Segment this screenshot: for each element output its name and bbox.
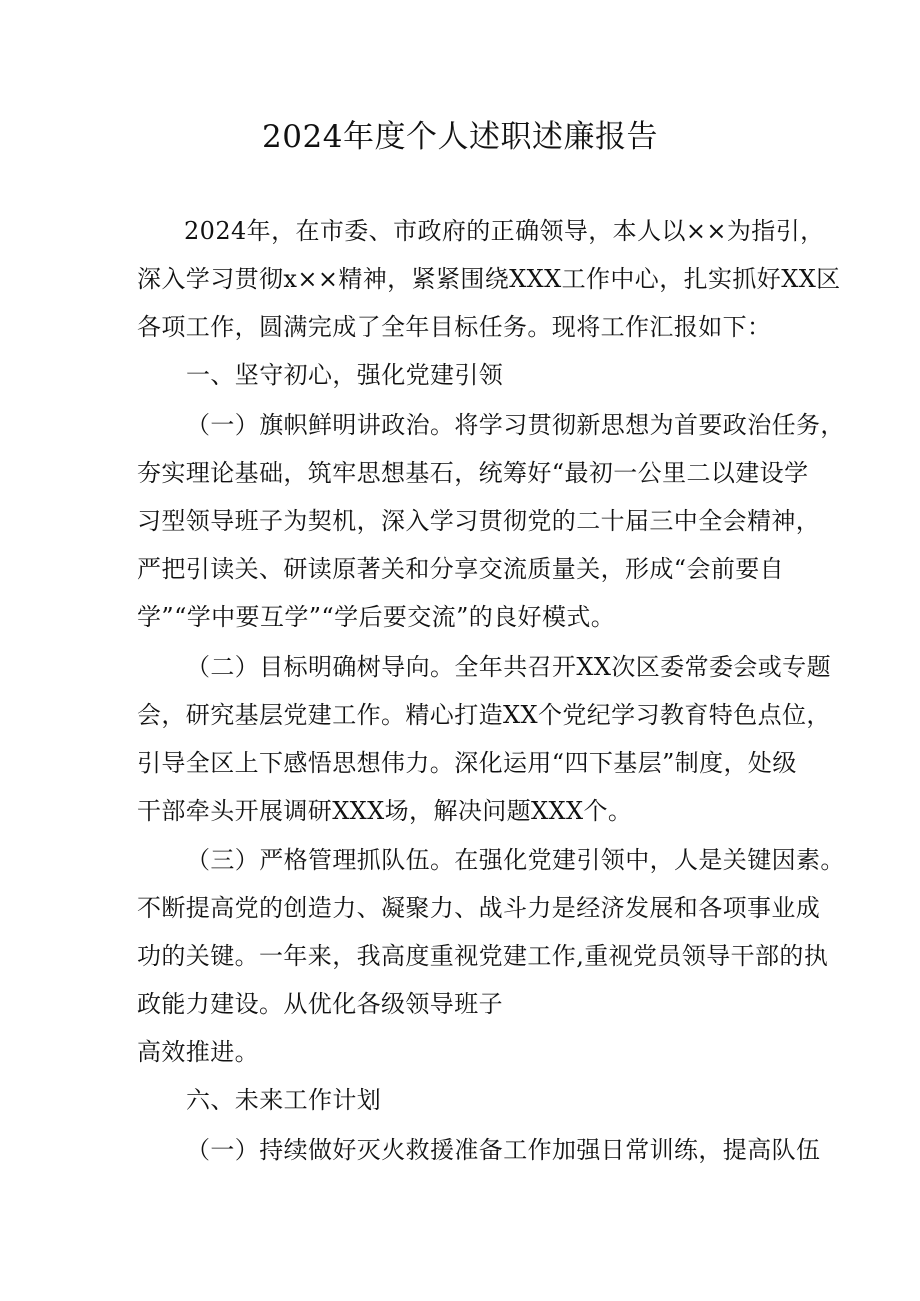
- paragraph-intro-line-2: 深入学习贯彻x××精神，紧紧围绕XXX工作中心，扎实抓好XX区: [137, 265, 841, 293]
- paragraph-3-line-1: （三）严格管理抓队伍。在强化党建引领中，人是关键因素。: [186, 846, 845, 874]
- paragraph-3-line-4: 政能力建设。从优化各级领导班子: [137, 990, 503, 1018]
- paragraph-3-line-5: 高效推进。: [137, 1038, 259, 1066]
- paragraph-6-line-1: （一）持续做好灭火救援准备工作加强日常训练，提高队伍: [186, 1136, 821, 1164]
- paragraph-3-line-3: 功的关键。一年来，我高度重视党建工作,重视党员领导干部的执: [137, 942, 829, 970]
- paragraph-intro-line-1: 2024年，在市委、市政府的正确领导，本人以××为指引，: [184, 217, 825, 245]
- document-title: 2024年度个人述职述廉报告: [262, 119, 658, 155]
- paragraph-1-line-5: 学”“学中要互学”“学后要交流”的良好模式。: [137, 603, 616, 631]
- paragraph-intro-line-3: 各项工作，圆满完成了全年目标任务。现将工作汇报如下：: [137, 313, 772, 341]
- paragraph-3-line-2: 不断提高党的创造力、凝聚力、战斗力是经济发展和各项事业成: [137, 894, 821, 922]
- paragraph-1-line-1: （一）旗帜鲜明讲政治。将学习贯彻新思想为首要政治任务，: [186, 411, 845, 439]
- paragraph-2-line-2: 会，研究基层党建工作。精心打造XX个党纪学习教育特色点位，: [137, 701, 831, 729]
- section-heading-6: 六、未来工作计划: [186, 1086, 382, 1114]
- paragraph-1-line-3: 习型领导班子为契机，深入学习贯彻党的二十届三中全会精神，: [137, 507, 821, 535]
- paragraph-2-line-1: （二）目标明确树导向。全年共召开XX次区委常委会或专题: [186, 653, 831, 681]
- paragraph-2-line-3: 引导全区上下感悟思想伟力。深化运用“四下基层”制度，处级: [137, 749, 797, 777]
- section-heading-1: 一、坚守初心，强化党建引领: [186, 361, 504, 389]
- paragraph-1-line-4: 严把引读关、研读原著关和分享交流质量关，形成“会前要自: [137, 555, 785, 583]
- paragraph-2-line-4: 干部牵头开展调研XXX场，解决问题XXX个。: [137, 797, 633, 825]
- paragraph-1-line-2: 夯实理论基础，筑牢思想基石，统筹好“最初一公里二以建设学: [137, 459, 809, 487]
